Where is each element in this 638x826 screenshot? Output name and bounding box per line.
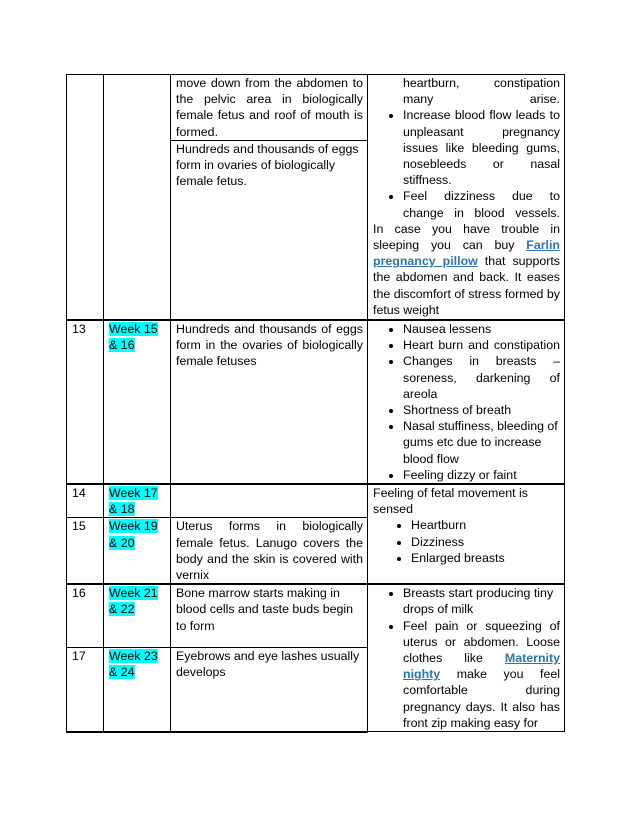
row-number: 14 — [67, 484, 104, 518]
list-item: • Feel dizziness due to change in blood vessels. — [403, 188, 560, 220]
symptoms-cell — [368, 584, 565, 731]
week-cell — [104, 584, 171, 647]
development-cell — [171, 484, 368, 518]
week-cell — [104, 484, 171, 518]
symptoms-cell — [368, 75, 565, 321]
list-item — [403, 618, 560, 731]
list-item: • Shortness of breath — [403, 402, 560, 418]
development-text: move down from the abdomen to the pelvic area in biologically female fetus and roof of mouth is formed. — [176, 76, 363, 139]
list-item: • Breasts start producing tiny drops of milk — [403, 585, 560, 617]
symptom-list — [373, 321, 560, 483]
week-label: Week 21 & 22 — [109, 586, 158, 617]
symptom-list — [373, 517, 560, 566]
symptom-list — [373, 107, 560, 220]
row-number: 13 — [67, 320, 104, 484]
maternity-nighty-link[interactable]: Maternity nighty — [403, 651, 560, 682]
list-item: • Enlarged breasts — [411, 550, 560, 566]
list-item: • Dizziness — [411, 534, 560, 550]
development-text: Hundreds and thousands of eggs form in ovaries of biologically female fetus. — [176, 142, 359, 189]
row-number: 17 — [67, 647, 104, 732]
table-row — [67, 584, 565, 647]
farlin-pillow-link[interactable]: Farlin pregnancy pillow — [373, 238, 560, 269]
week-cell — [104, 518, 171, 584]
product-note — [373, 221, 560, 318]
development-cell: Hundreds and thousands of eggs form in the ovaries of biologically female fetuses — [171, 320, 368, 484]
week-label — [104, 75, 171, 321]
symptom-text: Feel pain or squeezing of uterus or abdomen. Loose clothes like — [403, 618, 560, 666]
week-label: Week 15 & 16 — [109, 322, 158, 353]
symptom-continuation: heartburn, constipation many arise. — [403, 76, 560, 107]
list-item: • Heartburn — [411, 517, 560, 533]
row-number: 16 — [67, 584, 104, 647]
symptoms-cell — [368, 320, 565, 484]
symptom-text: make you feel comfortable during pregnancy days. It also has front zip making easy for — [403, 667, 560, 730]
list-item: • Heart burn and constipation — [403, 337, 560, 353]
table-row — [67, 484, 565, 518]
symptom-lead: Feeling of fetal movement is sensed — [373, 486, 528, 517]
week-cell — [104, 320, 171, 484]
row-number — [67, 75, 104, 321]
note-text: In case you have trouble in sleeping you can buy — [373, 221, 560, 253]
week-label: Week 23 & 24 — [109, 648, 158, 679]
table-row — [67, 320, 565, 484]
development-cell: Uterus forms in biologically female fetus. Lanugo covers the body and the skin is covered with vernix — [171, 518, 368, 584]
table-row — [67, 75, 565, 141]
pregnancy-week-table — [66, 74, 565, 733]
development-cell — [171, 141, 368, 321]
week-cell — [104, 647, 171, 732]
week-label: Week 17 & 18 — [109, 486, 158, 517]
list-item: • Feeling dizzy or faint — [403, 467, 560, 483]
note-text: that supports the abdomen and back. It eases the discomfort of stress formed by fetus weight — [373, 254, 560, 317]
list-item: • Changes in breasts – soreness, darkening of areola — [403, 353, 560, 402]
development-cell: Bone marrow starts making in blood cells and taste buds begin to form — [171, 584, 368, 647]
week-label: Week 19 & 20 — [109, 519, 158, 550]
symptom-list — [373, 585, 560, 731]
development-cell — [171, 75, 368, 141]
list-item: • Nausea lessens — [403, 321, 560, 337]
list-item: • Increase blood flow leads to unpleasant pregnancy issues like bleeding gums, nosebleeds or nasal stiffness. — [403, 107, 560, 188]
list-item: • Nasal stuffiness, bleeding of gums etc due to increase blood flow — [403, 418, 560, 467]
row-number: 15 — [67, 518, 104, 584]
symptoms-cell — [368, 484, 565, 584]
development-cell: Eyebrows and eye lashes usually develops — [171, 647, 368, 732]
